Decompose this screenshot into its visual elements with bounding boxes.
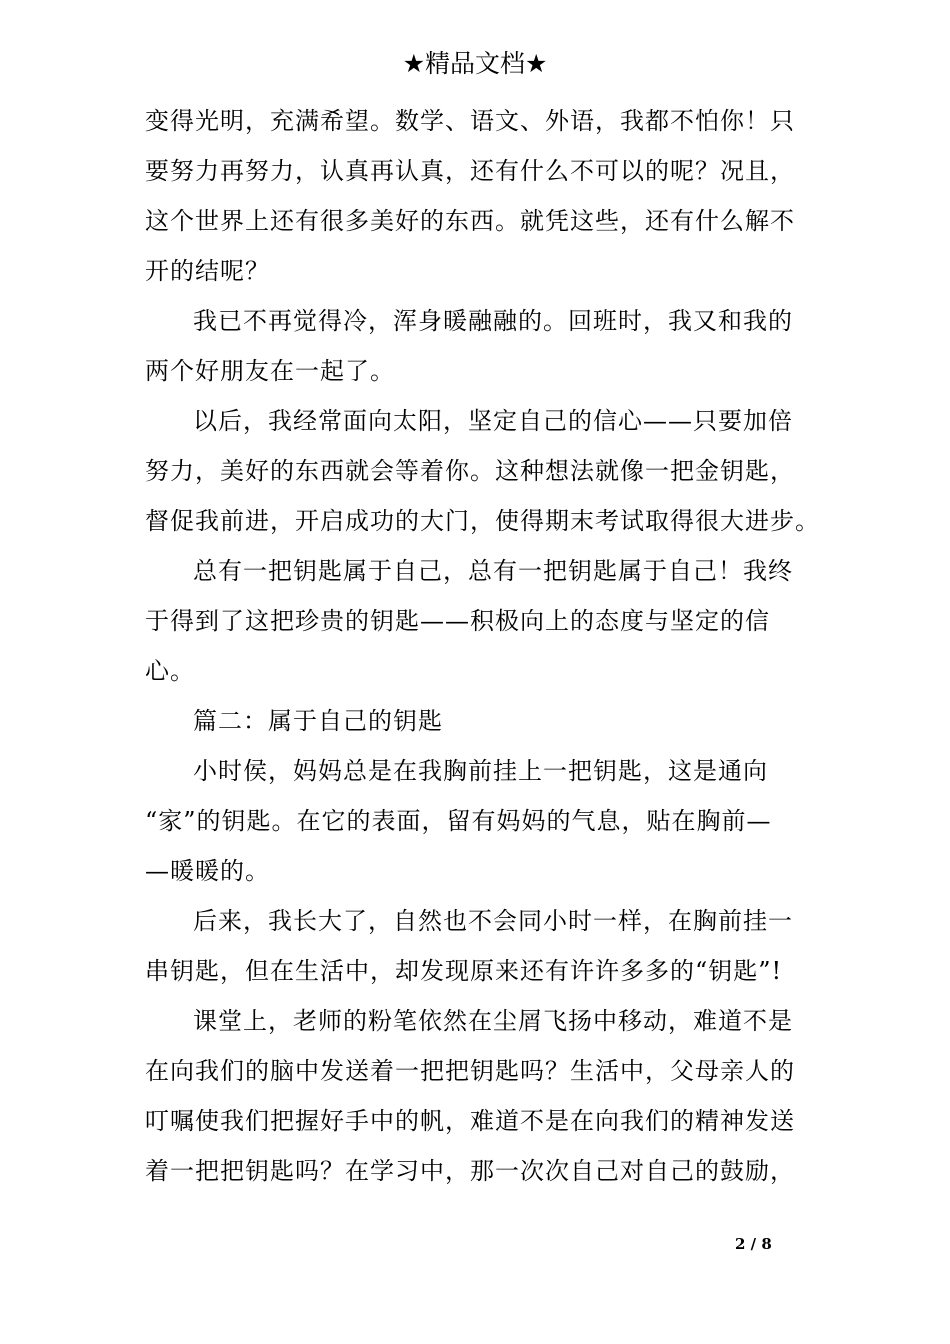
page-header <box>0 44 950 84</box>
text-line: 于得到了这把珍贵的钥匙——积极向上的态度与坚定的信 <box>145 607 770 635</box>
text-line: 串钥匙，但在生活中，却发现原来还有许许多多的“钥匙”! <box>145 957 783 985</box>
text-line: 努力，美好的东西就会等着你。这种想法就像一把金钥匙， <box>145 457 795 485</box>
paragraph-1 <box>145 96 825 296</box>
text-line: 着一把把钥匙吗？在学习中，那一次次自己对自己的鼓励， <box>145 1157 795 1185</box>
text-line: 叮嘱使我们把握好手中的帆，难道不是在向我们的精神发送 <box>145 1107 795 1135</box>
text-line: 心。 <box>145 657 195 685</box>
text-line: 督促我前进，开启成功的大门，使得期末考试取得很大进步。 <box>145 507 820 535</box>
text-line: “家”的钥匙。在它的表面，留有妈妈的气息，贴在胸前— <box>145 807 772 835</box>
paragraph-3 <box>145 396 825 546</box>
page-number: 2 / 8 <box>735 1235 772 1253</box>
text-line: 我已不再觉得冷，浑身暖融融的。回班时，我又和我的 <box>193 307 793 335</box>
text-line: 课堂上，老师的粉笔依然在尘屑飞扬中移动，难道不是 <box>193 1007 793 1035</box>
text-line: 总有一把钥匙属于自己，总有一把钥匙属于自己！我终 <box>193 557 793 585</box>
section-heading <box>145 696 825 746</box>
paragraph-2 <box>145 296 825 396</box>
header-title: ★精品文档★ <box>402 49 548 78</box>
paragraph-6 <box>145 746 825 896</box>
text-line: 开的结呢？ <box>145 257 270 285</box>
paragraph-8 <box>145 996 825 1196</box>
text-line: 这个世界上还有很多美好的东西。就凭这些，还有什么解不 <box>145 207 795 235</box>
text-line: 变得光明，充满希望。数学、语文、外语，我都不怕你！只 <box>145 107 795 135</box>
text-line: 以后，我经常面向太阳，坚定自己的信心——只要加倍 <box>193 407 793 435</box>
text-line: 后来，我长大了，自然也不会同小时一样，在胸前挂一 <box>193 907 793 935</box>
paragraph-7 <box>145 896 825 996</box>
text-line: 两个好朋友在一起了。 <box>145 357 395 385</box>
paragraph-4 <box>145 546 825 696</box>
text-line: 要努力再努力，认真再认真，还有什么不可以的呢？况且， <box>145 157 795 185</box>
text-line: 在向我们的脑中发送着一把把钥匙吗？生活中，父母亲人的 <box>145 1057 795 1085</box>
document-body <box>145 96 825 1196</box>
text-line: —暖暖的。 <box>145 857 270 885</box>
text-line: 小时侯，妈妈总是在我胸前挂上一把钥匙，这是通向 <box>193 757 768 785</box>
section-title: 篇二：属于自己的钥匙 <box>193 707 443 735</box>
